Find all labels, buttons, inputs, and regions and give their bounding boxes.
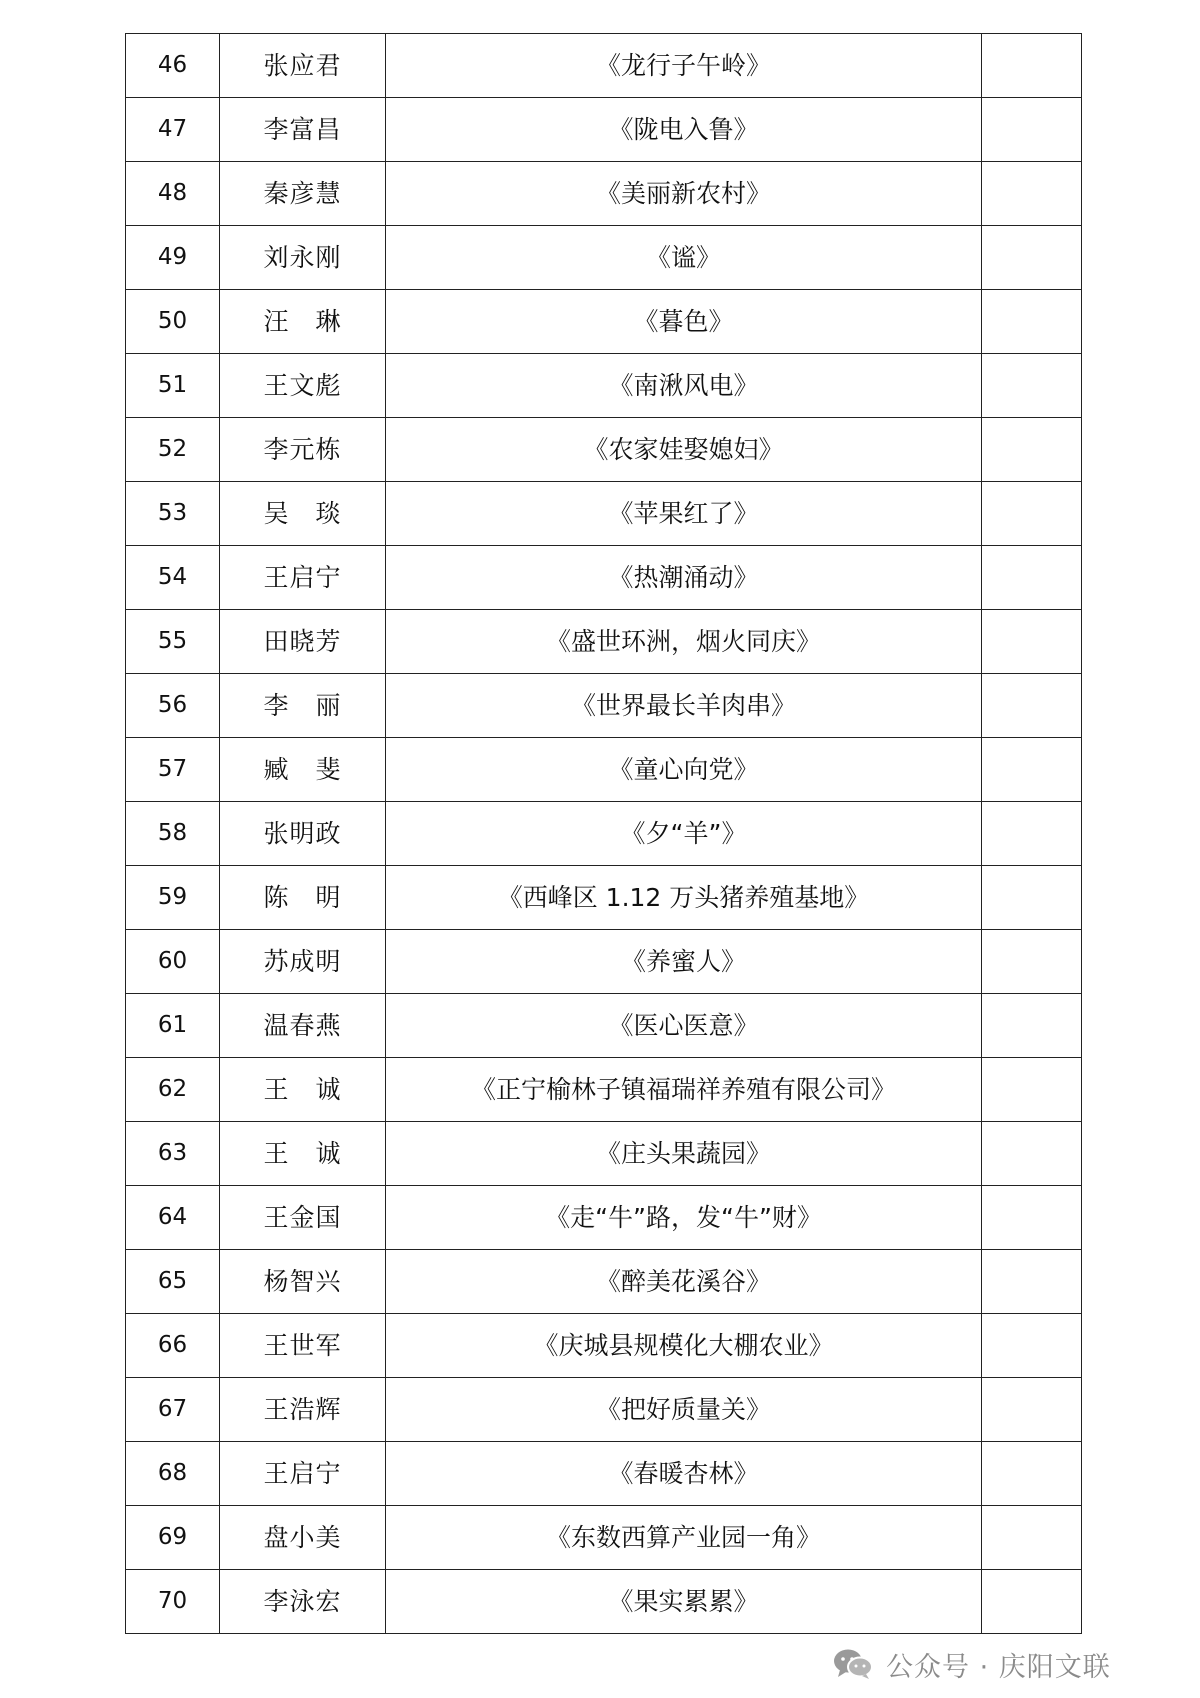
table-row xyxy=(126,1506,1082,1570)
work-title-cell: 《西峰区 1.12 万头猪养殖基地》 xyxy=(386,866,982,930)
table-row xyxy=(126,802,1082,866)
author-name-cell: 王浩辉 xyxy=(220,1378,386,1442)
table-row xyxy=(126,290,1082,354)
remarks-cell xyxy=(982,482,1082,546)
remarks-cell xyxy=(982,418,1082,482)
work-title-cell: 《苹果红了》 xyxy=(386,482,982,546)
remarks-cell xyxy=(982,674,1082,738)
work-title-cell: 《走“牛”路，发“牛”财》 xyxy=(386,1186,982,1250)
entry-number-cell: 46 xyxy=(126,34,220,98)
entry-number-cell: 55 xyxy=(126,610,220,674)
entry-number-cell: 50 xyxy=(126,290,220,354)
entry-number-cell: 65 xyxy=(126,1250,220,1314)
author-name-cell: 李富昌 xyxy=(220,98,386,162)
author-name-cell: 刘永刚 xyxy=(220,226,386,290)
remarks-cell xyxy=(982,226,1082,290)
entry-number-cell: 49 xyxy=(126,226,220,290)
author-name-cell: 王启宁 xyxy=(220,1442,386,1506)
table-row xyxy=(126,98,1082,162)
author-name-cell: 盘小美 xyxy=(220,1506,386,1570)
entry-number-cell: 68 xyxy=(126,1442,220,1506)
entry-number-cell: 47 xyxy=(126,98,220,162)
table-row xyxy=(126,34,1082,98)
table-row xyxy=(126,738,1082,802)
remarks-cell xyxy=(982,1378,1082,1442)
work-title-cell: 《暮色》 xyxy=(386,290,982,354)
table-row xyxy=(126,226,1082,290)
work-title-cell: 《果实累累》 xyxy=(386,1570,982,1634)
table-row xyxy=(126,994,1082,1058)
work-title-cell: 《春暖杏林》 xyxy=(386,1442,982,1506)
remarks-cell xyxy=(982,1570,1082,1634)
remarks-cell xyxy=(982,1186,1082,1250)
work-title-cell: 《醉美花溪谷》 xyxy=(386,1250,982,1314)
work-title-cell: 《谧》 xyxy=(386,226,982,290)
entries-table-body xyxy=(126,34,1082,1634)
entry-number-cell: 63 xyxy=(126,1122,220,1186)
remarks-cell xyxy=(982,34,1082,98)
table-row xyxy=(126,1442,1082,1506)
remarks-cell xyxy=(982,1442,1082,1506)
table-row xyxy=(126,418,1082,482)
entry-number-cell: 64 xyxy=(126,1186,220,1250)
table-row xyxy=(126,1570,1082,1634)
table-row xyxy=(126,930,1082,994)
remarks-cell xyxy=(982,1506,1082,1570)
entry-number-cell: 70 xyxy=(126,1570,220,1634)
remarks-cell xyxy=(982,1122,1082,1186)
remarks-cell xyxy=(982,290,1082,354)
author-name-cell: 汪 琳 xyxy=(220,290,386,354)
entry-number-cell: 69 xyxy=(126,1506,220,1570)
wechat-icon xyxy=(832,1647,874,1681)
author-name-cell: 王世军 xyxy=(220,1314,386,1378)
author-name-cell: 吴 琰 xyxy=(220,482,386,546)
author-name-cell: 张明政 xyxy=(220,802,386,866)
entries-table xyxy=(125,33,1082,1634)
table-row xyxy=(126,674,1082,738)
entry-number-cell: 60 xyxy=(126,930,220,994)
work-title-cell: 《庆城县规模化大棚农业》 xyxy=(386,1314,982,1378)
author-name-cell: 王金国 xyxy=(220,1186,386,1250)
work-title-cell: 《南湫风电》 xyxy=(386,354,982,418)
table-row xyxy=(126,482,1082,546)
entry-number-cell: 67 xyxy=(126,1378,220,1442)
remarks-cell xyxy=(982,546,1082,610)
author-name-cell: 李 丽 xyxy=(220,674,386,738)
entry-number-cell: 56 xyxy=(126,674,220,738)
work-title-cell: 《热潮涌动》 xyxy=(386,546,982,610)
remarks-cell xyxy=(982,610,1082,674)
remarks-cell xyxy=(982,162,1082,226)
author-name-cell: 王 诚 xyxy=(220,1122,386,1186)
author-name-cell: 秦彦慧 xyxy=(220,162,386,226)
entry-number-cell: 51 xyxy=(126,354,220,418)
work-title-cell: 《养蜜人》 xyxy=(386,930,982,994)
remarks-cell xyxy=(982,98,1082,162)
entry-number-cell: 54 xyxy=(126,546,220,610)
entry-number-cell: 62 xyxy=(126,1058,220,1122)
table-row xyxy=(126,610,1082,674)
watermark-text: 公众号 · 庆阳文联 xyxy=(886,1651,1111,1683)
table-row xyxy=(126,866,1082,930)
remarks-cell xyxy=(982,802,1082,866)
table-row xyxy=(126,162,1082,226)
author-name-cell: 张应君 xyxy=(220,34,386,98)
remarks-cell xyxy=(982,1058,1082,1122)
work-title-cell: 《正宁榆林子镇福瑞祥养殖有限公司》 xyxy=(386,1058,982,1122)
author-name-cell: 田晓芳 xyxy=(220,610,386,674)
author-name-cell: 陈 明 xyxy=(220,866,386,930)
entry-number-cell: 58 xyxy=(126,802,220,866)
work-title-cell: 《东数西算产业园一角》 xyxy=(386,1506,982,1570)
author-name-cell: 王 诚 xyxy=(220,1058,386,1122)
remarks-cell xyxy=(982,866,1082,930)
remarks-cell xyxy=(982,994,1082,1058)
work-title-cell: 《农家娃娶媳妇》 xyxy=(386,418,982,482)
table-row xyxy=(126,1250,1082,1314)
table-row xyxy=(126,546,1082,610)
work-title-cell: 《医心医意》 xyxy=(386,994,982,1058)
entry-number-cell: 52 xyxy=(126,418,220,482)
table-row xyxy=(126,354,1082,418)
author-name-cell: 王文彪 xyxy=(220,354,386,418)
work-title-cell: 《陇电入鲁》 xyxy=(386,98,982,162)
table-row xyxy=(126,1186,1082,1250)
work-title-cell: 《美丽新农村》 xyxy=(386,162,982,226)
entry-number-cell: 61 xyxy=(126,994,220,1058)
author-name-cell: 苏成明 xyxy=(220,930,386,994)
table-row xyxy=(126,1058,1082,1122)
work-title-cell: 《童心向党》 xyxy=(386,738,982,802)
table-row xyxy=(126,1122,1082,1186)
remarks-cell xyxy=(982,930,1082,994)
work-title-cell: 《把好质量关》 xyxy=(386,1378,982,1442)
table-row xyxy=(126,1378,1082,1442)
remarks-cell xyxy=(982,354,1082,418)
entry-number-cell: 53 xyxy=(126,482,220,546)
remarks-cell xyxy=(982,1250,1082,1314)
author-name-cell: 温春燕 xyxy=(220,994,386,1058)
remarks-cell xyxy=(982,1314,1082,1378)
author-name-cell: 臧 斐 xyxy=(220,738,386,802)
entry-number-cell: 59 xyxy=(126,866,220,930)
work-title-cell: 《庄头果蔬园》 xyxy=(386,1122,982,1186)
author-name-cell: 王启宁 xyxy=(220,546,386,610)
entry-number-cell: 57 xyxy=(126,738,220,802)
remarks-cell xyxy=(982,738,1082,802)
work-title-cell: 《世界最长羊肉串》 xyxy=(386,674,982,738)
author-name-cell: 李元栋 xyxy=(220,418,386,482)
work-title-cell: 《龙行子午岭》 xyxy=(386,34,982,98)
entry-number-cell: 66 xyxy=(126,1314,220,1378)
wechat-watermark xyxy=(832,1644,1111,1684)
work-title-cell: 《盛世环洲，烟火同庆》 xyxy=(386,610,982,674)
table-row xyxy=(126,1314,1082,1378)
author-name-cell: 李泳宏 xyxy=(220,1570,386,1634)
work-title-cell: 《夕“羊”》 xyxy=(386,802,982,866)
entry-number-cell: 48 xyxy=(126,162,220,226)
author-name-cell: 杨智兴 xyxy=(220,1250,386,1314)
